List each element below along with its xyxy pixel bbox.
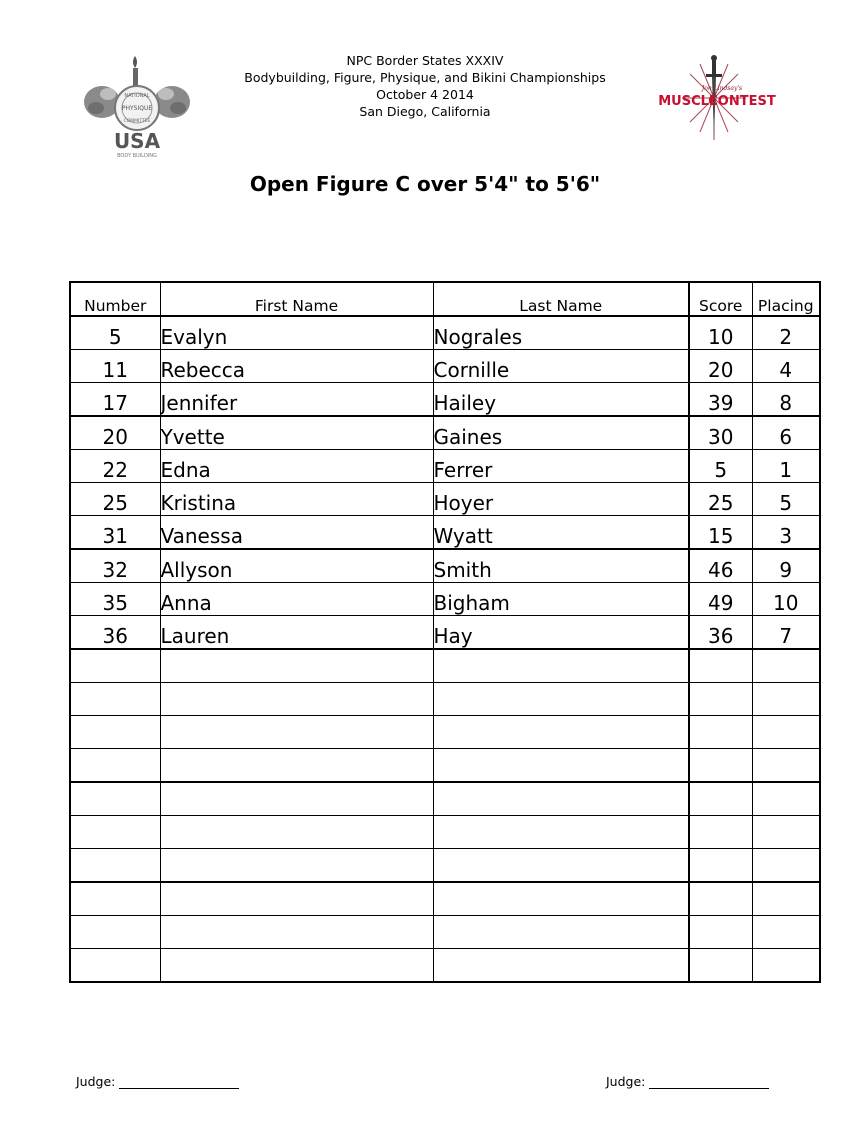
judge-right-label: Judge: <box>606 1074 646 1089</box>
cell-placing: 6 <box>752 416 820 450</box>
cell-placing <box>752 716 820 749</box>
cell-score: 25 <box>689 483 752 516</box>
cell-placing <box>752 749 820 783</box>
cell-score <box>689 649 752 683</box>
cell-last-name <box>433 849 689 883</box>
cell-placing: 1 <box>752 450 820 483</box>
logo-sub-text: BODY BUILDING <box>117 153 157 159</box>
table-row <box>70 316 820 350</box>
cell-score: 20 <box>689 350 752 383</box>
cell-placing: 2 <box>752 316 820 350</box>
table-row <box>70 782 820 816</box>
cell-first-name: Evalyn <box>160 316 433 350</box>
cell-number: 22 <box>70 450 160 483</box>
table-row <box>70 716 820 749</box>
header-placing: Placing <box>752 282 820 316</box>
cell-first-name <box>160 849 433 883</box>
judge-right-signature-line[interactable] <box>649 1076 769 1089</box>
cell-last-name: Hay <box>433 616 689 650</box>
cell-last-name: Bigham <box>433 583 689 616</box>
cell-first-name <box>160 683 433 716</box>
cell-last-name: Hailey <box>433 383 689 417</box>
cell-number: 35 <box>70 583 160 616</box>
judge-left-signature-line[interactable] <box>119 1076 239 1089</box>
cell-first-name: Allyson <box>160 549 433 583</box>
cell-first-name: Edna <box>160 450 433 483</box>
cell-number <box>70 949 160 983</box>
cell-last-name <box>433 816 689 849</box>
cell-placing <box>752 649 820 683</box>
cell-first-name <box>160 949 433 983</box>
logo-ring-top-text: NATIONAL <box>124 93 150 99</box>
cell-last-name <box>433 716 689 749</box>
cell-placing <box>752 782 820 816</box>
cell-score: 39 <box>689 383 752 417</box>
cell-score <box>689 749 752 783</box>
cell-first-name <box>160 749 433 783</box>
cell-number: 25 <box>70 483 160 516</box>
cell-score <box>689 683 752 716</box>
cell-placing: 9 <box>752 549 820 583</box>
table-row <box>70 350 820 383</box>
cell-placing: 10 <box>752 583 820 616</box>
cell-placing: 3 <box>752 516 820 550</box>
event-categories: Bodybuilding, Figure, Physique, and Bikini Championships <box>244 70 606 85</box>
logo-small-text: Jon Lindsay's <box>701 85 743 92</box>
cell-last-name: Hoyer <box>433 483 689 516</box>
table-row <box>70 649 820 683</box>
cell-number: 31 <box>70 516 160 550</box>
judge-left <box>76 1074 239 1089</box>
cell-number <box>70 782 160 816</box>
cell-number <box>70 849 160 883</box>
cell-first-name <box>160 882 433 916</box>
cell-last-name <box>433 683 689 716</box>
cell-first-name <box>160 649 433 683</box>
cell-placing <box>752 882 820 916</box>
cell-placing <box>752 916 820 949</box>
cell-last-name: Wyatt <box>433 516 689 550</box>
cell-last-name: Cornille <box>433 350 689 383</box>
cell-score: 46 <box>689 549 752 583</box>
cell-number <box>70 683 160 716</box>
logo-contest-text: CONTEST <box>708 94 776 109</box>
cell-placing: 8 <box>752 383 820 417</box>
logo-ring-mid-text: PHYSIQUE <box>121 105 153 112</box>
judge-right <box>606 1074 769 1089</box>
cell-first-name: Jennifer <box>160 383 433 417</box>
cell-score <box>689 716 752 749</box>
cell-last-name <box>433 749 689 783</box>
page-title: Open Figure C over 5'4" to 5'6" <box>249 172 601 196</box>
cell-first-name: Vanessa <box>160 516 433 550</box>
event-location: San Diego, California <box>359 104 491 119</box>
cell-placing: 5 <box>752 483 820 516</box>
cell-first-name: Yvette <box>160 416 433 450</box>
table-row <box>70 949 820 983</box>
muscle-contest-logo <box>652 50 776 146</box>
cell-score: 30 <box>689 416 752 450</box>
cell-first-name: Lauren <box>160 616 433 650</box>
cell-number <box>70 649 160 683</box>
table-row <box>70 516 820 550</box>
cell-score <box>689 782 752 816</box>
cell-last-name <box>433 649 689 683</box>
cell-number <box>70 816 160 849</box>
table-row <box>70 383 820 417</box>
cell-last-name <box>433 882 689 916</box>
cell-last-name <box>433 916 689 949</box>
cell-first-name: Anna <box>160 583 433 616</box>
event-name: NPC Border States XXXIV <box>346 53 504 68</box>
logo-usa-text: USA <box>113 129 161 153</box>
cell-first-name: Rebecca <box>160 350 433 383</box>
cell-number <box>70 749 160 783</box>
cell-number: 20 <box>70 416 160 450</box>
cell-score <box>689 949 752 983</box>
cell-placing: 4 <box>752 350 820 383</box>
table-row <box>70 483 820 516</box>
cell-first-name <box>160 916 433 949</box>
table-row <box>70 816 820 849</box>
cell-placing <box>752 683 820 716</box>
cell-last-name <box>433 949 689 983</box>
cell-number: 5 <box>70 316 160 350</box>
table-row <box>70 450 820 483</box>
cell-score <box>689 849 752 883</box>
logo-ring-bottom-text: COMMITTEE <box>123 119 151 124</box>
cell-score <box>689 816 752 849</box>
cell-first-name <box>160 782 433 816</box>
cell-number: 32 <box>70 549 160 583</box>
cell-placing <box>752 849 820 883</box>
judge-left-label: Judge: <box>76 1074 116 1089</box>
cell-score <box>689 916 752 949</box>
table-row <box>70 549 820 583</box>
cell-first-name: Kristina <box>160 483 433 516</box>
cell-number: 17 <box>70 383 160 417</box>
table-row <box>70 849 820 883</box>
cell-first-name <box>160 816 433 849</box>
table-header-row <box>70 282 820 316</box>
cell-last-name: Ferrer <box>433 450 689 483</box>
cell-placing <box>752 816 820 849</box>
table-row <box>70 416 820 450</box>
table-row <box>70 749 820 783</box>
header-score: Score <box>689 282 752 316</box>
cell-placing: 7 <box>752 616 820 650</box>
header-last-name: Last Name <box>433 282 689 316</box>
cell-score: 15 <box>689 516 752 550</box>
cell-last-name: Smith <box>433 549 689 583</box>
cell-score: 10 <box>689 316 752 350</box>
cell-score <box>689 882 752 916</box>
header-first-name: First Name <box>160 282 433 316</box>
cell-score: 36 <box>689 616 752 650</box>
cell-score: 5 <box>689 450 752 483</box>
cell-score: 49 <box>689 583 752 616</box>
cell-number: 11 <box>70 350 160 383</box>
cell-number <box>70 882 160 916</box>
cell-last-name: Gaines <box>433 416 689 450</box>
table-row <box>70 583 820 616</box>
header-number: Number <box>70 282 160 316</box>
cell-number <box>70 716 160 749</box>
table-row <box>70 683 820 716</box>
cell-number: 36 <box>70 616 160 650</box>
table-row <box>70 616 820 650</box>
cell-placing <box>752 949 820 983</box>
table-row <box>70 882 820 916</box>
cell-first-name <box>160 716 433 749</box>
cell-number <box>70 916 160 949</box>
cell-last-name <box>433 782 689 816</box>
logo-muscle-text: MUSCLE <box>658 94 718 109</box>
table-row <box>70 916 820 949</box>
event-date: October 4 2014 <box>376 87 474 102</box>
results-table <box>69 281 821 983</box>
cell-last-name: Nograles <box>433 316 689 350</box>
